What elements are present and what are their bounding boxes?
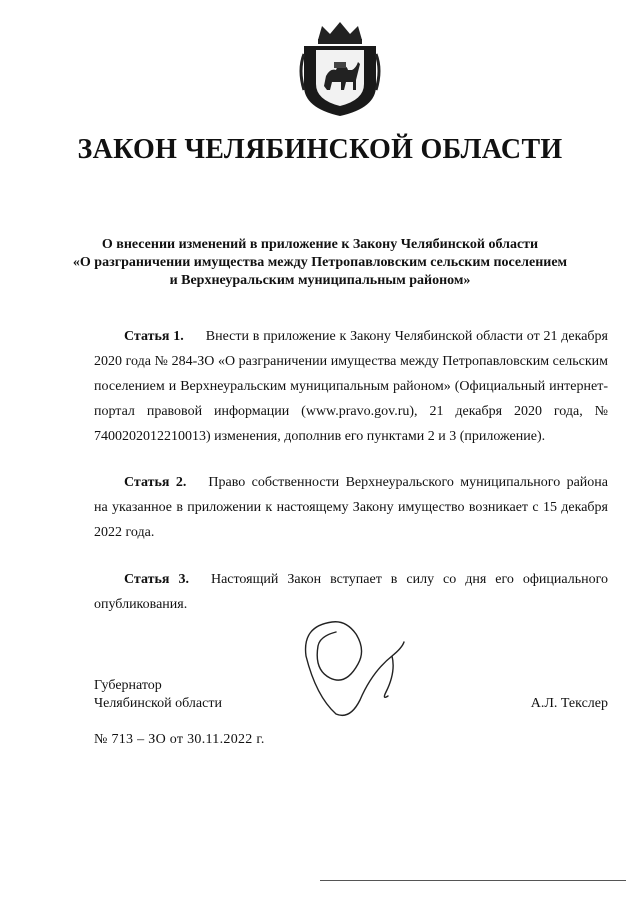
footer-divider	[320, 880, 626, 881]
law-number: № 713 – ЗО от 30.11.2022 г.	[94, 732, 265, 747]
article-text: Право собственности Верхнеуральского муниципального района на указанное в приложении к настоящему Закону имущество возникает с 15 декабря 2022 года.	[94, 475, 608, 540]
article-text: Настоящий Закон вступает в силу со дня его официального опубликования.	[94, 572, 608, 612]
subtitle-line: О внесении изменений в приложение к Закону Челябинской области	[101, 237, 539, 252]
article-label: Статья 1.	[124, 329, 184, 344]
article-text: Внести в приложение к Закону Челябинской области от 21 декабря 2020 года № 284-ЗО «О разграничении имущества между Петропавловским сельским поселением и Верхнеуральским муниципальным районом» (Официальный интернет-портал правовой информации (www.pravo.gov.ru), 21 декабря 2020 года, № 7400202012210013) изменения, дополнив его пунктами 2 и 3 (приложение).	[94, 329, 608, 444]
governor-line: Челябинской области	[94, 696, 222, 711]
article-3	[94, 567, 608, 617]
article-1	[94, 324, 608, 449]
article-label: Статья 3.	[124, 572, 189, 587]
coat-of-arms-icon	[296, 20, 384, 118]
governor-title	[94, 677, 222, 713]
document-title: ЗАКОН ЧЕЛЯБИНСКОЙ ОБЛАСТИ	[77, 134, 563, 165]
article-2	[94, 470, 608, 545]
governor-line: Губернатор	[94, 678, 162, 693]
signer-name: А.Л. Текслер	[530, 696, 608, 711]
document-subtitle	[60, 236, 580, 290]
signature-icon	[296, 616, 410, 720]
subtitle-line: «О разграничении имущества между Петропавловским сельским поселением	[72, 255, 568, 270]
article-label: Статья 2.	[124, 475, 187, 490]
subtitle-line: и Верхнеуральским муниципальным районом»	[169, 273, 471, 288]
